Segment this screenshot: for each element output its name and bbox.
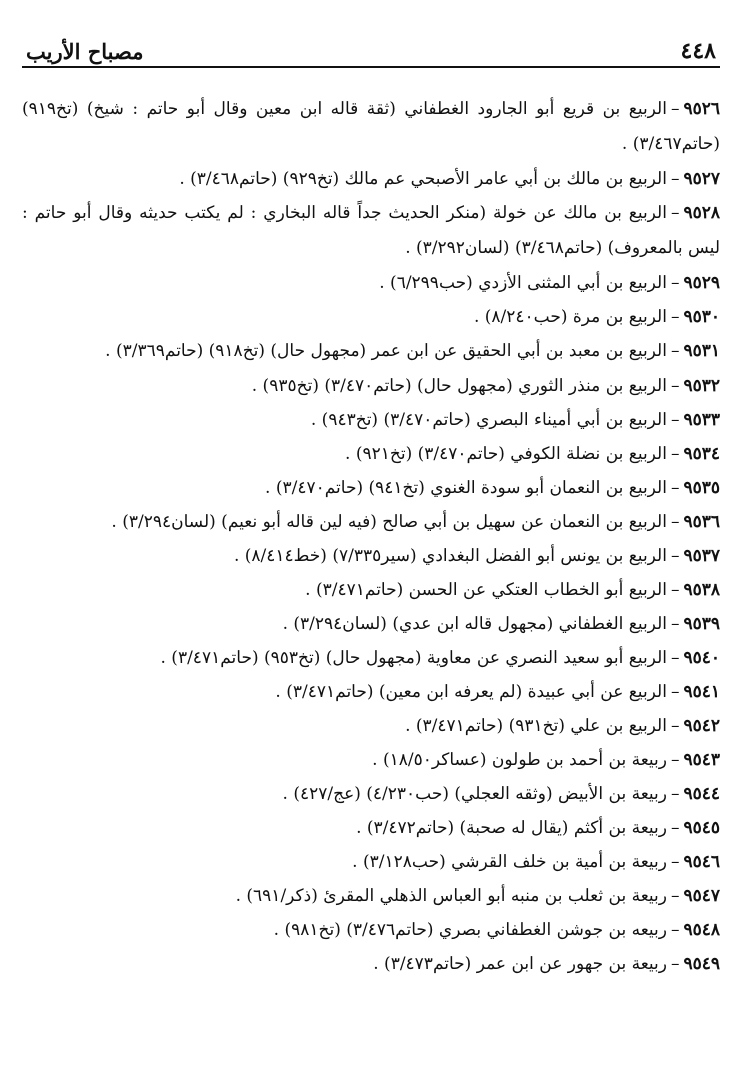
entry-dash: – — [670, 376, 680, 396]
entry-text: الربيع بن مالك بن أبي عامر الأصبحي عم مالك (تخ٩٢٩) (حاتم٣/٤٦٨) . — [179, 169, 667, 189]
entry-dash: – — [670, 750, 680, 770]
entry-dash: – — [670, 307, 680, 327]
entry-text: ربيعة بن ثعلب بن منبه أبو العباس الذهلي المقرئ (ذكر/٦٩١) . — [235, 886, 667, 906]
entry-dash: – — [670, 784, 680, 804]
entry-dash: – — [670, 444, 680, 464]
entry-dash: – — [670, 954, 680, 974]
entry-number: ٩٥٤٧ — [683, 886, 720, 906]
list-item — [22, 743, 720, 777]
entry-text: الربيع بن معبد بن أبي الحقيق عن ابن عمر (مجهول حال) (تخ٩١٨) (حاتم٣/٣٦٩) . — [105, 341, 667, 361]
entry-text: الربيع بن علي (تخ٩٣١) (حاتم٣/٤٧١) . — [405, 716, 667, 736]
entry-text: ربيعة بن جهور عن ابن عمر (حاتم٣/٤٧٣) . — [373, 954, 667, 974]
list-item — [22, 811, 720, 845]
entry-number: ٩٥٤٢ — [683, 716, 720, 736]
list-item — [22, 913, 720, 947]
list-item — [22, 777, 720, 811]
entry-list — [22, 92, 720, 981]
entry-text: الربيع بن مرة (حب٨/٢٤٠) . — [473, 307, 667, 327]
entry-dash: – — [670, 410, 680, 430]
entry-dash: – — [670, 886, 680, 906]
list-item — [22, 947, 720, 981]
list-item — [22, 879, 720, 913]
entry-number: ٩٥٣٩ — [683, 614, 720, 634]
entry-dash: – — [670, 478, 680, 498]
entry-text: الربيع أبو الخطاب العتكي عن الحسن (حاتم٣/٤٧١) . — [305, 580, 667, 600]
entry-number: ٩٥٢٨ — [683, 203, 720, 223]
entry-text: الربيع بن نضلة الكوفي (حاتم٣/٤٧٠) (تخ٩٢١) . — [345, 444, 667, 464]
list-item — [22, 403, 720, 437]
entry-number: ٩٥٤٣ — [683, 750, 720, 770]
entry-dash: – — [670, 273, 680, 293]
list-item — [22, 196, 720, 266]
entry-number: ٩٥٣٧ — [683, 546, 720, 566]
entry-text: ربيعة بن الأبيض (وثقه العجلي) (حب٤/٢٣٠) (عج/٤٢٧) . — [282, 784, 667, 804]
entry-dash: – — [670, 203, 680, 223]
entry-number: ٩٥٣١ — [683, 341, 720, 361]
entry-dash: – — [670, 512, 680, 532]
entry-text: الربيع بن يونس أبو الفضل البغدادي (سير٧/٣٣٥) (خط٨/٤١٤) . — [233, 546, 667, 566]
entry-dash: – — [670, 682, 680, 702]
entry-text: ربيعة بن أحمد بن طولون (عساكر١٨/٥٠) . — [372, 750, 667, 770]
entry-dash: – — [670, 546, 680, 566]
entry-text: الربيع الغطفاني (مجهول قاله ابن عدي) (لسان٣/٢٩٤) . — [282, 614, 667, 634]
entry-dash: – — [670, 580, 680, 600]
list-item — [22, 92, 720, 162]
entry-text: الربيع بن النعمان عن سهيل بن أبي صالح (فيه لين قاله أبو نعيم) (لسان٣/٢٩٤) . — [111, 512, 667, 532]
book-page — [22, 36, 720, 981]
entry-number: ٩٥٢٩ — [683, 273, 720, 293]
list-item — [22, 162, 720, 196]
entry-dash: – — [670, 341, 680, 361]
entry-number: ٩٥٤٩ — [683, 954, 720, 974]
entry-text: الربيع بن أبي المثنى الأزدي (حب٦/٢٩٩) . — [379, 273, 667, 293]
entry-text: الربيع عن أبي عبيدة (لم يعرفه ابن معين) (حاتم٣/٤٧١) . — [275, 682, 667, 702]
entry-number: ٩٥٢٦ — [683, 99, 720, 119]
list-item — [22, 369, 720, 403]
book-title: مصباح الأريب — [26, 38, 144, 64]
entry-text: الربيع بن مالك عن خولة (منكر الحديث جداً قاله البخاري : لم يكتب حديثه وقال أبو حاتم : ليس بالمعروف) (حاتم٣/٤٦٨) (لسان٣/٢٩٢) . — [22, 203, 720, 258]
entry-number: ٩٥٤١ — [683, 682, 720, 702]
list-item — [22, 471, 720, 505]
entry-dash: – — [670, 716, 680, 736]
entry-text: الربيع بن منذر الثوري (مجهول حال) (حاتم٣/٤٧٠) (تخ٩٣٥) . — [251, 376, 667, 396]
entry-dash: – — [670, 648, 680, 668]
entry-number: ٩٥٣٢ — [683, 376, 720, 396]
entry-text: الربيع بن النعمان أبو سودة الغنوي (تخ٩٤١) (حاتم٣/٤٧٠) . — [265, 478, 667, 498]
list-item — [22, 573, 720, 607]
entry-number: ٩٥٣٠ — [683, 307, 720, 327]
entry-number: ٩٥٣٦ — [683, 512, 720, 532]
entry-dash: – — [670, 818, 680, 838]
list-item — [22, 334, 720, 369]
list-item — [22, 505, 720, 539]
entry-number: ٩٥٤٠ — [683, 648, 720, 668]
entry-dash: – — [670, 852, 680, 872]
entry-number: ٩٥٤٥ — [683, 818, 720, 838]
list-item — [22, 607, 720, 641]
list-item — [22, 539, 720, 573]
entry-number: ٩٥٤٦ — [683, 852, 720, 872]
entry-text: الربيع بن قريع أبو الجارود الغطفاني (ثقة قاله ابن معين وقال أبو حاتم : شيخ) (تخ٩١٩) (حاتم٣/٤٦٧) . — [22, 99, 720, 154]
list-item — [22, 675, 720, 709]
list-item — [22, 300, 720, 334]
entry-dash: – — [670, 614, 680, 634]
entry-text: ربيعة بن أكثم (يقال له صحبة) (حاتم٣/٤٧٢) . — [356, 818, 667, 838]
entry-number: ٩٥٣٣ — [683, 410, 720, 430]
page-header — [22, 36, 720, 68]
entry-dash: – — [670, 920, 680, 940]
entry-text: الربيع بن أبي أميناء البصري (حاتم٣/٤٧٠) (تخ٩٤٣) . — [310, 410, 667, 430]
list-item — [22, 845, 720, 879]
entry-dash: – — [670, 99, 680, 119]
entry-text: ربيعة بن أمية بن خلف القرشي (حب٣/١٢٨) . — [352, 852, 667, 872]
entry-number: ٩٥٢٧ — [683, 169, 720, 189]
page-number: ٤٤٨ — [680, 38, 716, 64]
entry-number: ٩٥٣٨ — [683, 580, 720, 600]
list-item — [22, 266, 720, 300]
list-item — [22, 437, 720, 471]
entry-dash: – — [670, 169, 680, 189]
entry-number: ٩٥٣٥ — [683, 478, 720, 498]
entry-number: ٩٥٤٨ — [683, 920, 720, 940]
entry-number: ٩٥٣٤ — [683, 444, 720, 464]
list-item — [22, 641, 720, 675]
entry-number: ٩٥٤٤ — [683, 784, 720, 804]
entry-text: الربيع أبو سعيد النصري عن معاوية (مجهول حال) (تخ٩٥٣) (حاتم٣/٤٧١) . — [160, 648, 667, 668]
entry-text: ربيعه بن جوشن الغطفاني بصري (حاتم٣/٤٧٦) (تخ٩٨١) . — [273, 920, 667, 940]
list-item — [22, 709, 720, 743]
